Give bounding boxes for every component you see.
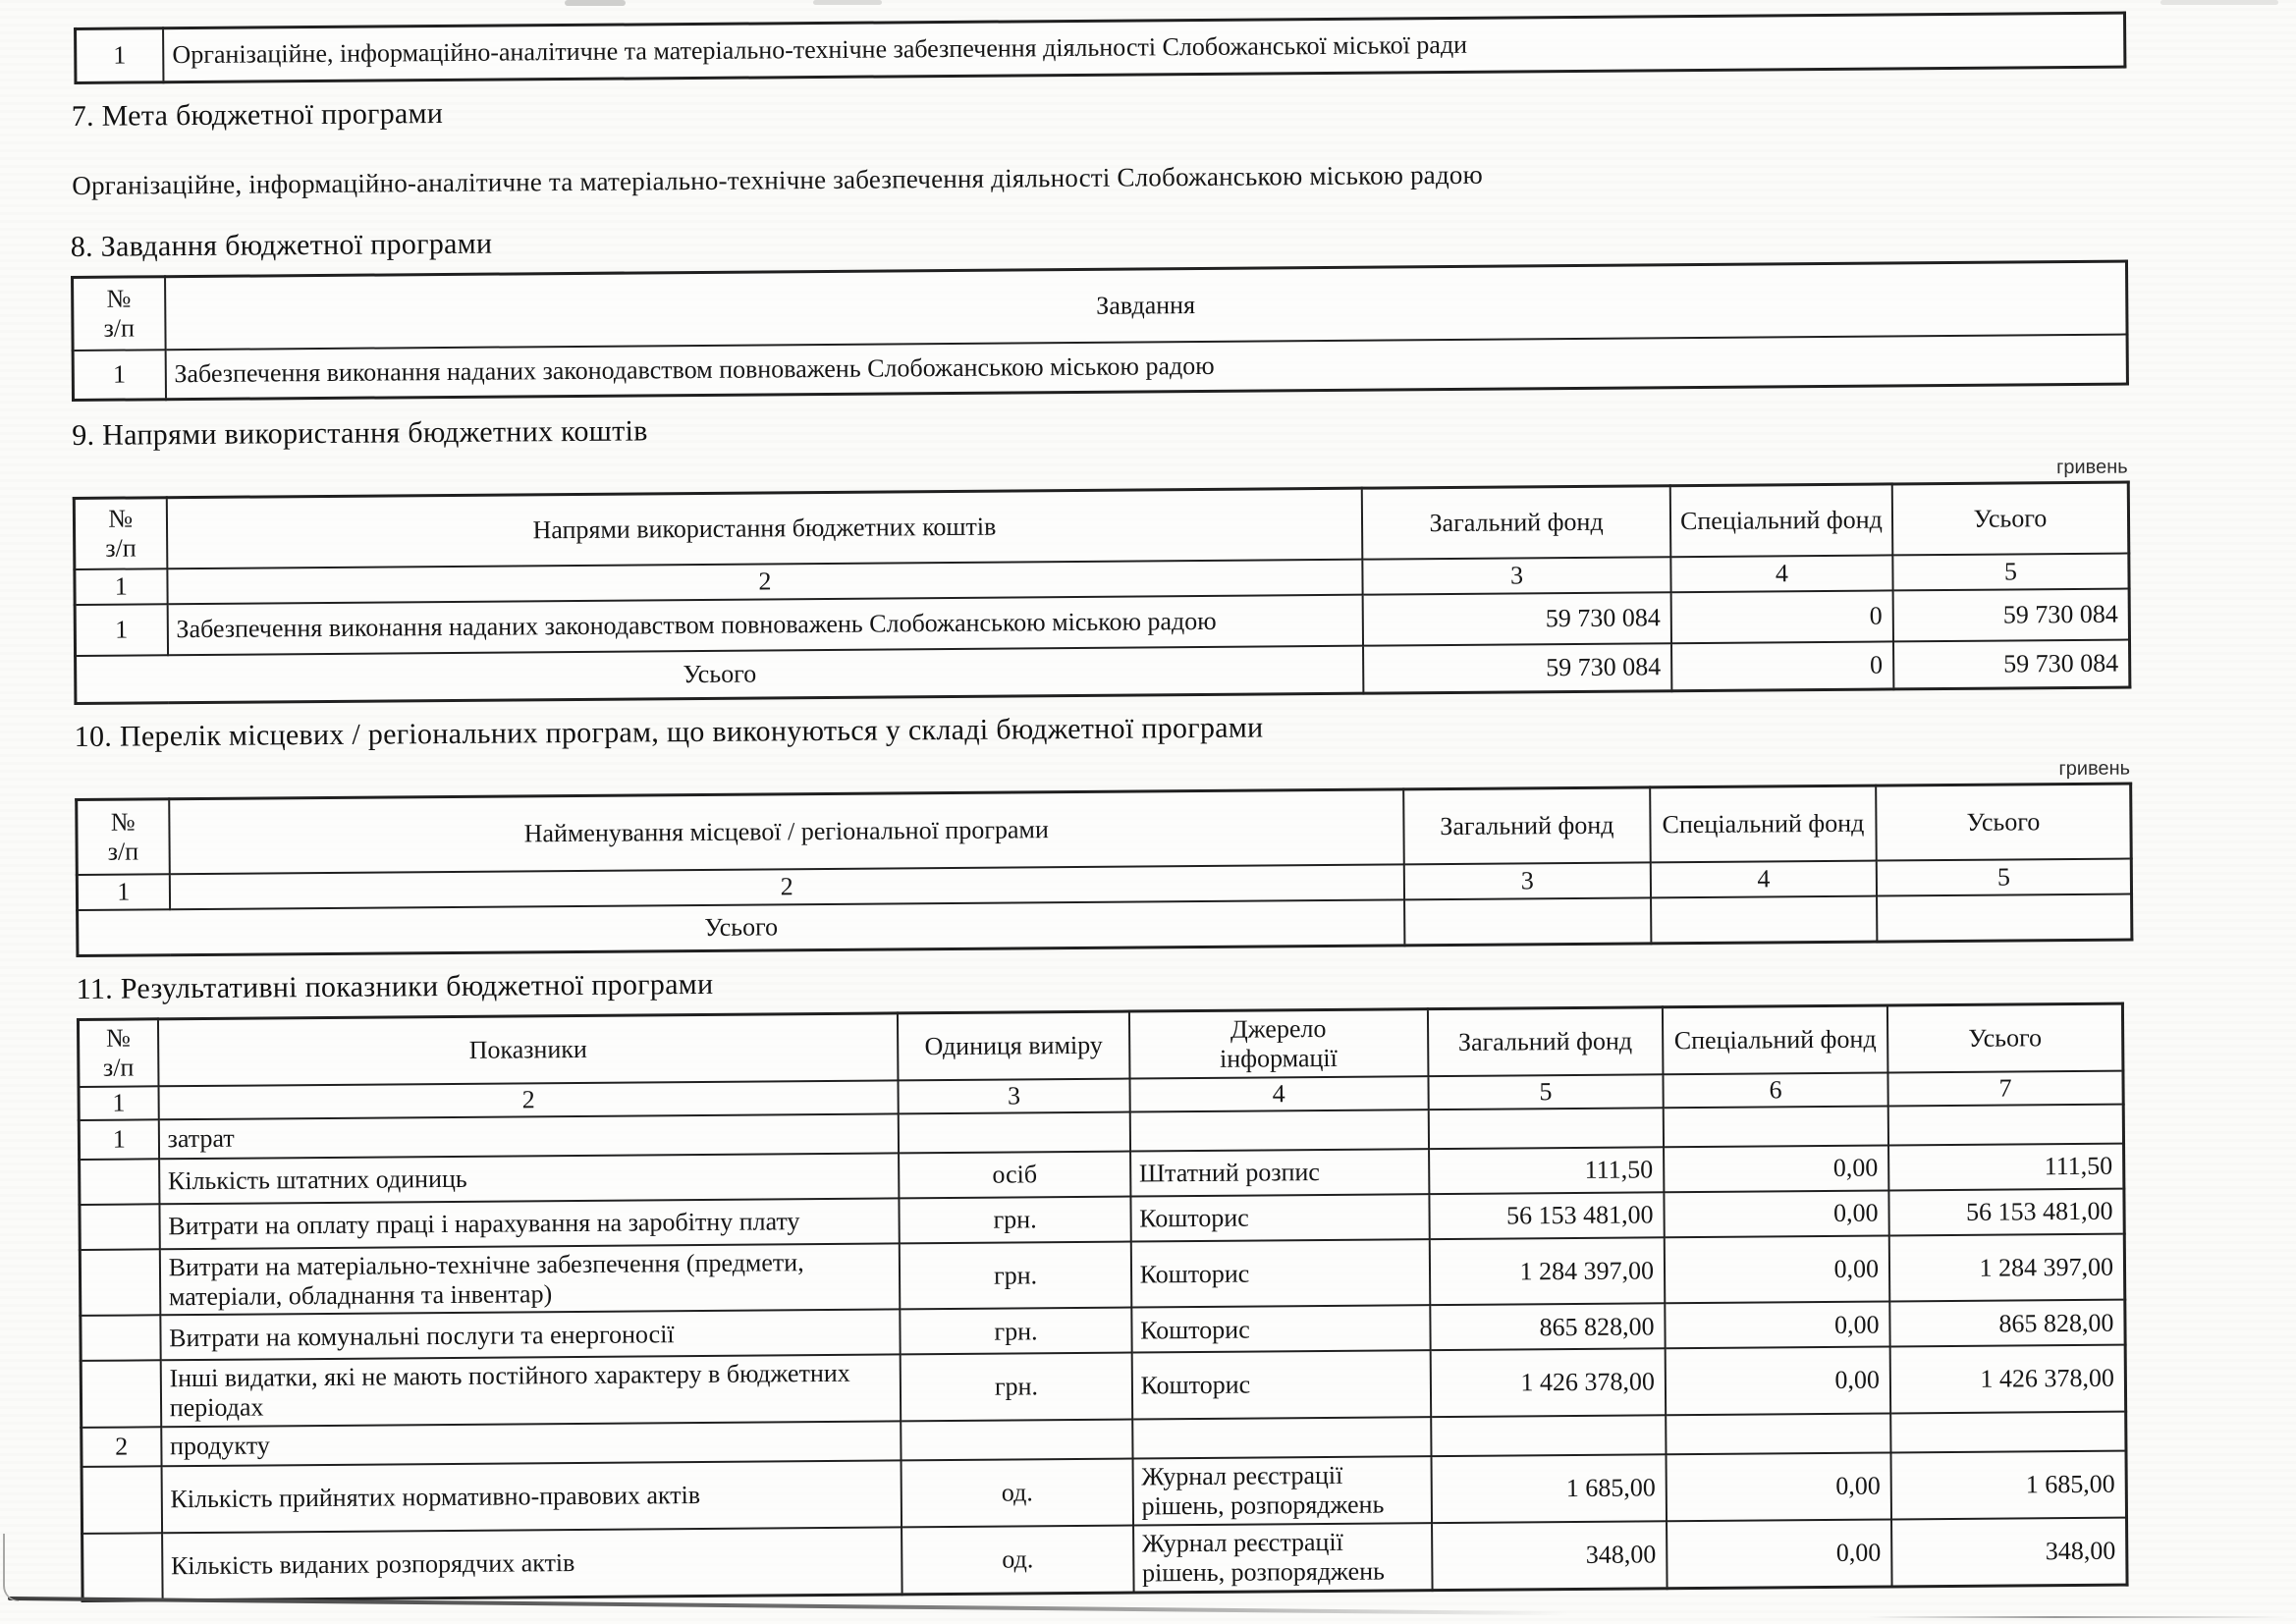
special-fund-value: 0,00 bbox=[1665, 1235, 1890, 1304]
scan-smudge bbox=[813, 0, 882, 5]
tasks-table bbox=[71, 260, 2129, 402]
col-number-line2: з/п bbox=[105, 533, 137, 563]
task-cell: Забезпечення виконання наданих законодавством повноважень Слобожанською міською радою bbox=[165, 335, 2127, 400]
indicator-name-cell: Інші видатки, які не мають постійного характеру в бюджетних періодах bbox=[160, 1355, 901, 1428]
col-number-line1: № bbox=[106, 284, 132, 313]
indicator-name-cell: Кількість штатних одиниць bbox=[159, 1153, 900, 1204]
column-index-cell: 4 bbox=[1129, 1076, 1428, 1111]
row-number-cell bbox=[80, 1249, 160, 1316]
performance-indicators-table bbox=[77, 1001, 2129, 1601]
indicator-name-cell: Витрати на комунальні послуги та енергоносії bbox=[160, 1310, 901, 1361]
indicator-name-cell: Кількість виданих розпорядчих актів bbox=[162, 1527, 902, 1599]
general-fund-value: 348,00 bbox=[1432, 1521, 1667, 1590]
source-cell: Кошторис bbox=[1130, 1239, 1429, 1308]
empty-cell bbox=[902, 1420, 1133, 1461]
general-fund-value: 865 828,00 bbox=[1430, 1304, 1666, 1351]
column-index-cell: 1 bbox=[79, 1086, 158, 1120]
source-cell: Кошторис bbox=[1131, 1306, 1430, 1353]
special-fund-value: 0,00 bbox=[1665, 1302, 1889, 1349]
total-label-cell: Усього bbox=[78, 899, 1405, 955]
unit-cell: грн. bbox=[901, 1308, 1132, 1355]
column-index-cell: 1 bbox=[77, 874, 169, 910]
column-index-cell: 5 bbox=[1428, 1074, 1664, 1110]
total-label-cell: Усього bbox=[76, 646, 1364, 704]
section-11-heading: 11. Результативні показники бюджетної програми bbox=[76, 967, 714, 1005]
col-special-fund-header: Спеціальний фонд bbox=[1650, 785, 1877, 862]
special-fund-value: 0,00 bbox=[1667, 1453, 1892, 1522]
source-cell: Журнал реєстрації рішень, розпоряджень bbox=[1132, 1456, 1431, 1525]
indicator-name-cell: Кількість прийнятих нормативно-правових актів bbox=[161, 1461, 902, 1534]
col-number-header bbox=[73, 277, 166, 351]
section-7-heading: 7. Мета бюджетної програми bbox=[71, 97, 444, 133]
special-fund-total: 0 bbox=[1671, 641, 1893, 690]
row-number-cell bbox=[80, 1159, 160, 1205]
section-8-heading: 8. Завдання бюджетної програми bbox=[70, 227, 493, 263]
general-fund-value: 56 153 481,00 bbox=[1429, 1192, 1665, 1239]
column-index-cell: 3 bbox=[1404, 862, 1651, 899]
special-fund-value: 0,00 bbox=[1666, 1347, 1891, 1416]
row-number-cell: 1 bbox=[79, 1119, 158, 1160]
row-number-cell: 2 bbox=[82, 1428, 161, 1468]
empty-cell bbox=[1428, 1108, 1664, 1149]
unit-cell: од. bbox=[902, 1526, 1133, 1595]
col-special-fund-header: Спеціальний фонд bbox=[1670, 484, 1892, 557]
col-general-fund-header: Загальний фонд bbox=[1362, 486, 1670, 560]
empty-cell bbox=[1666, 1414, 1890, 1455]
column-index-cell: 7 bbox=[1887, 1070, 2123, 1106]
col-indicators-header: Показники bbox=[158, 1013, 899, 1086]
currency-label: гривень bbox=[2055, 456, 2128, 479]
col-special-fund-header: Спеціальний фонд bbox=[1663, 1005, 1888, 1074]
col-directions-header: Напрями використання бюджетних коштів bbox=[166, 488, 1362, 568]
source-cell: Кошторис bbox=[1130, 1194, 1429, 1241]
column-index-cell: 3 bbox=[1362, 557, 1670, 594]
general-fund-value: 1 284 397,00 bbox=[1429, 1237, 1665, 1306]
local-programs-table bbox=[75, 782, 2133, 956]
indicator-name-cell: Витрати на оплату праці і нарахування на заробітну плату bbox=[159, 1198, 900, 1249]
program-name-table bbox=[74, 12, 2126, 84]
row-number-cell: 1 bbox=[73, 350, 166, 400]
total-value: 1 685,00 bbox=[1891, 1451, 2127, 1520]
col-source-line1: Джерело bbox=[1230, 1013, 1327, 1044]
total-value: 348,00 bbox=[1891, 1518, 2127, 1587]
col-number-header bbox=[74, 498, 167, 569]
table-row bbox=[76, 13, 2125, 82]
scan-smudge bbox=[565, 0, 626, 6]
col-number-line2: з/п bbox=[107, 837, 139, 866]
col-total-header: Усього bbox=[1876, 784, 2131, 861]
empty-cell bbox=[1888, 1104, 2124, 1145]
empty-cell bbox=[1664, 1106, 1888, 1147]
section-9-heading: 9. Напрями використання бюджетних коштів bbox=[72, 414, 648, 452]
empty-cell bbox=[1132, 1417, 1431, 1458]
row-number-cell bbox=[80, 1204, 160, 1250]
column-index-cell: 2 bbox=[167, 560, 1363, 604]
section-10-heading: 10. Перелік місцевих / регіональних програм, що виконуються у складі бюджетної програми bbox=[74, 711, 1264, 753]
source-cell: Штатний розпис bbox=[1130, 1149, 1429, 1196]
col-unit-header: Одиниця виміру bbox=[898, 1011, 1129, 1080]
unit-cell: осіб bbox=[899, 1151, 1130, 1198]
column-index-cell: 2 bbox=[169, 864, 1404, 909]
row-number-cell bbox=[82, 1467, 162, 1534]
special-fund-value: 0,00 bbox=[1664, 1145, 1888, 1192]
special-fund-value: 0,00 bbox=[1664, 1190, 1888, 1237]
col-general-fund-header: Загальний фонд bbox=[1428, 1007, 1664, 1076]
column-index-cell: 1 bbox=[75, 568, 167, 605]
col-program-name-header: Найменування місцевої / регіональної програми bbox=[169, 789, 1404, 874]
program-name-cell: Організаційне, інформаційно-аналітичне та матеріально-технічне забезпечення діяльності Слобожанської міської ради bbox=[163, 13, 2125, 82]
col-number-header bbox=[78, 1019, 158, 1087]
unit-cell: грн. bbox=[900, 1241, 1131, 1310]
general-fund-value: 59 730 084 bbox=[1363, 592, 1671, 645]
budget-directions-table bbox=[73, 481, 2132, 705]
page-corner-curl bbox=[3, 1534, 19, 1601]
scan-smudge bbox=[2160, 0, 2278, 5]
row-number-cell: 1 bbox=[75, 604, 168, 656]
page-bottom-edge bbox=[1866, 1616, 2288, 1618]
empty-cell bbox=[1129, 1110, 1428, 1151]
total-value: 1 426 378,00 bbox=[1890, 1345, 2126, 1414]
column-index-cell: 4 bbox=[1670, 555, 1892, 592]
col-number-header bbox=[77, 799, 170, 875]
col-number-line1: № bbox=[110, 807, 136, 837]
empty-cell bbox=[1404, 897, 1651, 945]
col-number-line1: № bbox=[108, 504, 134, 533]
section-7-text: Організаційне, інформаційно-аналітичне та матеріально-технічне забезпечення діяльності Слобожанською міською радою bbox=[72, 159, 1484, 200]
col-total-header: Усього bbox=[1892, 482, 2129, 555]
general-fund-value: 1 685,00 bbox=[1431, 1455, 1667, 1524]
row-number-cell: 1 bbox=[76, 28, 164, 83]
page-bottom-edge bbox=[8, 1597, 1569, 1615]
total-value: 1 284 397,00 bbox=[1889, 1233, 2125, 1302]
row-number-cell bbox=[81, 1361, 161, 1428]
empty-cell bbox=[1877, 893, 2132, 942]
empty-cell bbox=[1651, 895, 1877, 943]
col-number-line1: № bbox=[105, 1023, 131, 1053]
total-value: 56 153 481,00 bbox=[1888, 1188, 2124, 1235]
col-number-line2: з/п bbox=[103, 313, 136, 343]
general-fund-value: 111,50 bbox=[1429, 1147, 1665, 1194]
empty-cell bbox=[1431, 1416, 1667, 1457]
unit-cell: од. bbox=[902, 1459, 1133, 1528]
document-page bbox=[69, 8, 2139, 1602]
unit-cell: грн. bbox=[901, 1353, 1132, 1422]
column-index-cell: 5 bbox=[1877, 858, 2132, 895]
currency-label: гривень bbox=[2058, 757, 2131, 780]
total-value: 865 828,00 bbox=[1889, 1300, 2125, 1347]
grand-total: 59 730 084 bbox=[1893, 639, 2130, 688]
col-general-fund-header: Загальний фонд bbox=[1403, 787, 1651, 864]
indicator-name-cell: Витрати на матеріально-технічне забезпечення (предмети, матеріали, обладнання та інвентар) bbox=[159, 1243, 900, 1316]
column-index-cell: 5 bbox=[1892, 554, 2129, 591]
empty-cell bbox=[899, 1111, 1130, 1153]
col-number-line2: з/п bbox=[102, 1053, 135, 1082]
col-source-line2: інформації bbox=[1219, 1043, 1338, 1073]
col-total-header: Усього bbox=[1887, 1003, 2123, 1072]
col-source-header bbox=[1129, 1008, 1428, 1078]
total-value: 111,50 bbox=[1888, 1143, 2124, 1190]
empty-cell bbox=[1890, 1412, 2126, 1453]
category-label-cell: затрат bbox=[158, 1113, 899, 1159]
total-value: 59 730 084 bbox=[1892, 588, 2129, 641]
row-number-cell bbox=[81, 1316, 161, 1362]
special-fund-value: 0 bbox=[1671, 590, 1893, 643]
special-fund-value: 0,00 bbox=[1667, 1519, 1892, 1588]
source-cell: Кошторис bbox=[1131, 1351, 1430, 1420]
row-number-cell bbox=[82, 1533, 163, 1600]
general-fund-value: 1 426 378,00 bbox=[1430, 1349, 1666, 1418]
source-cell: Журнал реєстрації рішень, розпоряджень bbox=[1133, 1523, 1432, 1593]
column-index-cell: 2 bbox=[158, 1080, 899, 1119]
unit-cell: грн. bbox=[900, 1196, 1131, 1243]
column-index-cell: 6 bbox=[1663, 1072, 1887, 1108]
col-task-header: Завдання bbox=[165, 261, 2127, 350]
column-index-cell: 4 bbox=[1651, 860, 1877, 897]
direction-cell: Забезпечення виконання наданих законодавством повноважень Слобожанською міською радою bbox=[167, 595, 1363, 656]
category-label-cell: продукту bbox=[161, 1422, 902, 1467]
general-fund-total: 59 730 084 bbox=[1363, 643, 1671, 693]
column-index-cell: 3 bbox=[899, 1078, 1130, 1113]
